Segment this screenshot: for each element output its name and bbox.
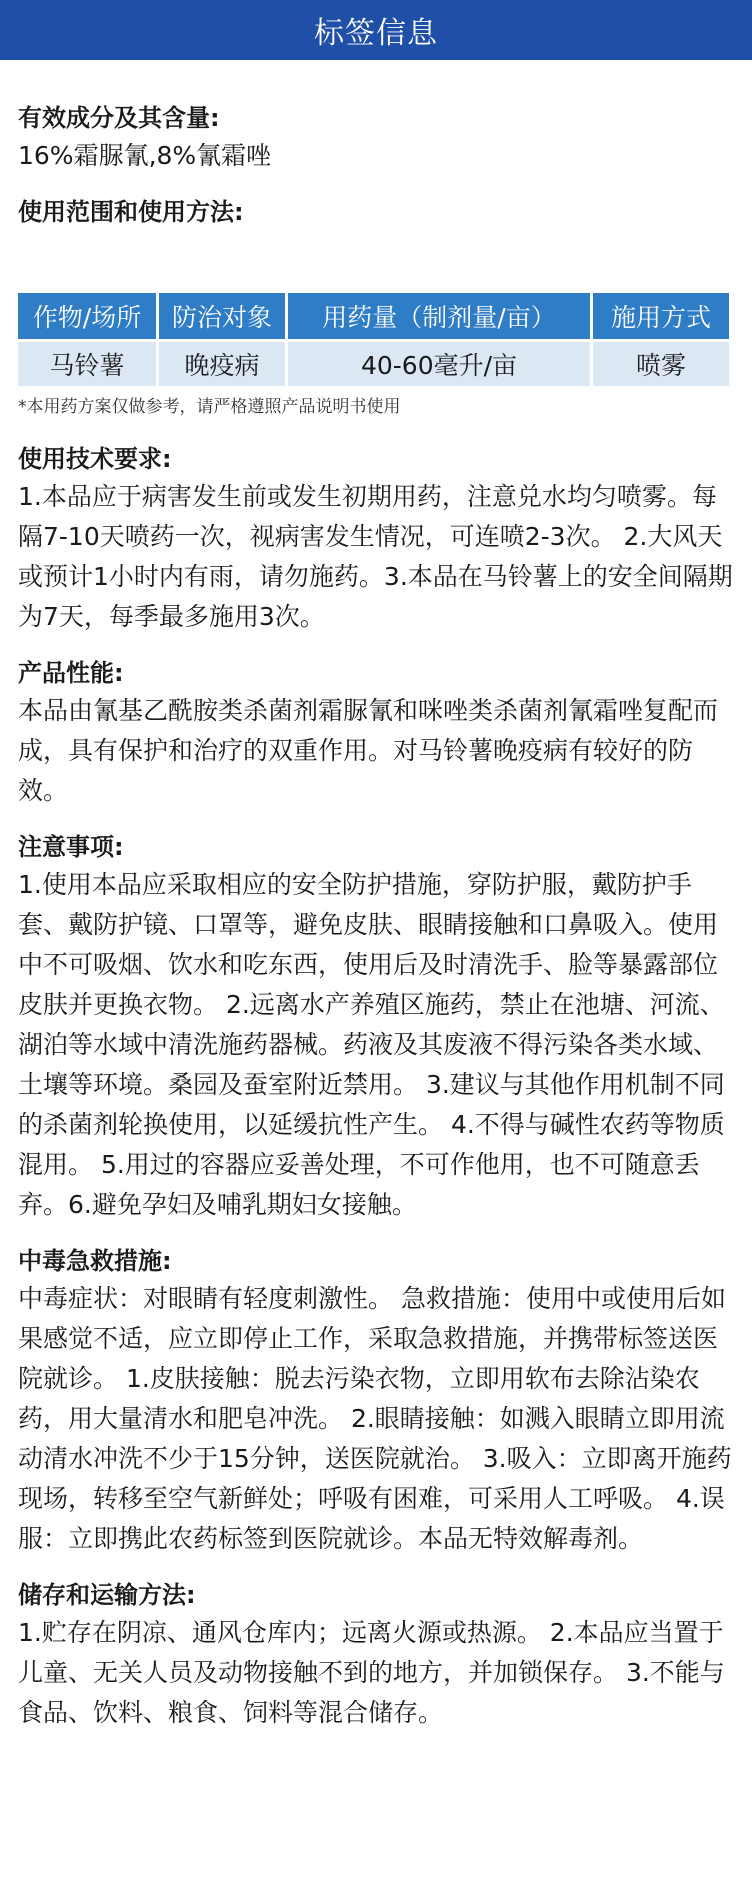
technical-section xyxy=(18,441,734,637)
performance-body: 本品由氰基乙酰胺类杀菌剂霜脲氰和咪唑类杀菌剂氰霜唑复配而成，具有保护和治疗的双重作用。对马铃薯晚疫病有较好的防效。 xyxy=(18,696,719,805)
dosage-cell-dosage: 40-60毫升/亩 xyxy=(288,342,590,386)
label-content xyxy=(0,60,752,1733)
first-aid-title: 中毒急救措施: xyxy=(18,1247,172,1275)
dosage-header-crop: 作物/场所 xyxy=(18,293,156,339)
dosage-cell-method: 喷雾 xyxy=(593,342,729,386)
dosage-header-target: 防治对象 xyxy=(159,293,285,339)
ingredients-title: 有效成分及其含量: xyxy=(18,104,220,132)
first-aid-section xyxy=(18,1243,734,1559)
technical-title: 使用技术要求: xyxy=(18,445,172,473)
usage-title: 使用范围和使用方法: xyxy=(18,198,244,226)
page-title: 标签信息 xyxy=(314,16,438,51)
usage-spacer xyxy=(18,230,734,290)
precautions-body: 1.使用本品应采取相应的安全防护措施，穿防护服，戴防护手套、戴防护镜、口罩等，避免皮肤、眼睛接触和口鼻吸入。使用中不可吸烟、饮水和吃东西，使用后及时清洗手、脸等暴露部位皮肤并更换衣物。 2.远离水产养殖区施药，禁止在池塘、河流、湖泊等水域中清洗施药器械。药液及其废液不得污染各类水域、土壤等环境。桑园及蚕室附近禁用。 3.建议与其他作用机制不同的杀菌剂轮换使用，以延缓抗性产生。 4.不得与碱性农药等物质混用。 5.用过的容器应妥善处理，不可作他用，也不可随意丢弃。6.避免孕妇及哺乳期妇女接触。 xyxy=(18,870,725,1219)
dosage-note: *本用药方案仅做参考，请严格遵照产品说明书使用 xyxy=(18,397,401,417)
page-header xyxy=(0,0,752,60)
storage-body: 1.贮存在阴凉、通风仓库内；远离火源或热源。 2.本品应当置于儿童、无关人员及动物接触不到的地方，并加锁保存。 3.不能与食品、饮料、粮食、饲料等混合储存。 xyxy=(18,1618,725,1727)
performance-section xyxy=(18,655,734,811)
dosage-header-method: 施用方式 xyxy=(593,293,729,339)
dosage-table-header-row xyxy=(18,293,729,339)
performance-title: 产品性能: xyxy=(18,659,124,687)
ingredients-body: 16%霜脲氰,8%氰霜唑 xyxy=(18,141,272,170)
storage-title: 储存和运输方法: xyxy=(18,1581,196,1609)
storage-section xyxy=(18,1577,734,1733)
technical-body: 1.本品应于病害发生前或发生初期用药，注意兑水均匀喷雾。每隔7-10天喷药一次，视病害发生情况，可连喷2-3次。 2.大风天或预计1小时内有雨，请勿施药。3.本品在马铃薯上的安全间隔期为7天，每季最多施用3次。 xyxy=(18,482,733,631)
usage-section xyxy=(18,194,734,290)
table-row xyxy=(18,342,729,386)
precautions-title: 注意事项: xyxy=(18,833,124,861)
precautions-section xyxy=(18,829,734,1225)
dosage-table xyxy=(15,290,732,389)
first-aid-body: 中毒症状：对眼睛有轻度刺激性。 急救措施：使用中或使用后如果感觉不适，应立即停止工作，采取急救措施，并携带标签送医院就诊。 1.皮肤接触：脱去污染衣物，立即用软布去除沾染农药，用大量清水和肥皂冲洗。 2.眼睛接触：如溅入眼睛立即用流动清水冲洗不少于15分钟，送医院就治。 3.吸入：立即离开施药现场，转移至空气新鲜处；呼吸有困难，可采用人工呼吸。 4.误服：立即携此农药标签到医院就诊。本品无特效解毒剂。 xyxy=(18,1284,732,1553)
dosage-header-dosage: 用药量（制剂量/亩） xyxy=(288,293,590,339)
dosage-cell-crop: 马铃薯 xyxy=(18,342,156,386)
ingredients-section xyxy=(18,100,734,176)
dosage-cell-target: 晚疫病 xyxy=(159,342,285,386)
